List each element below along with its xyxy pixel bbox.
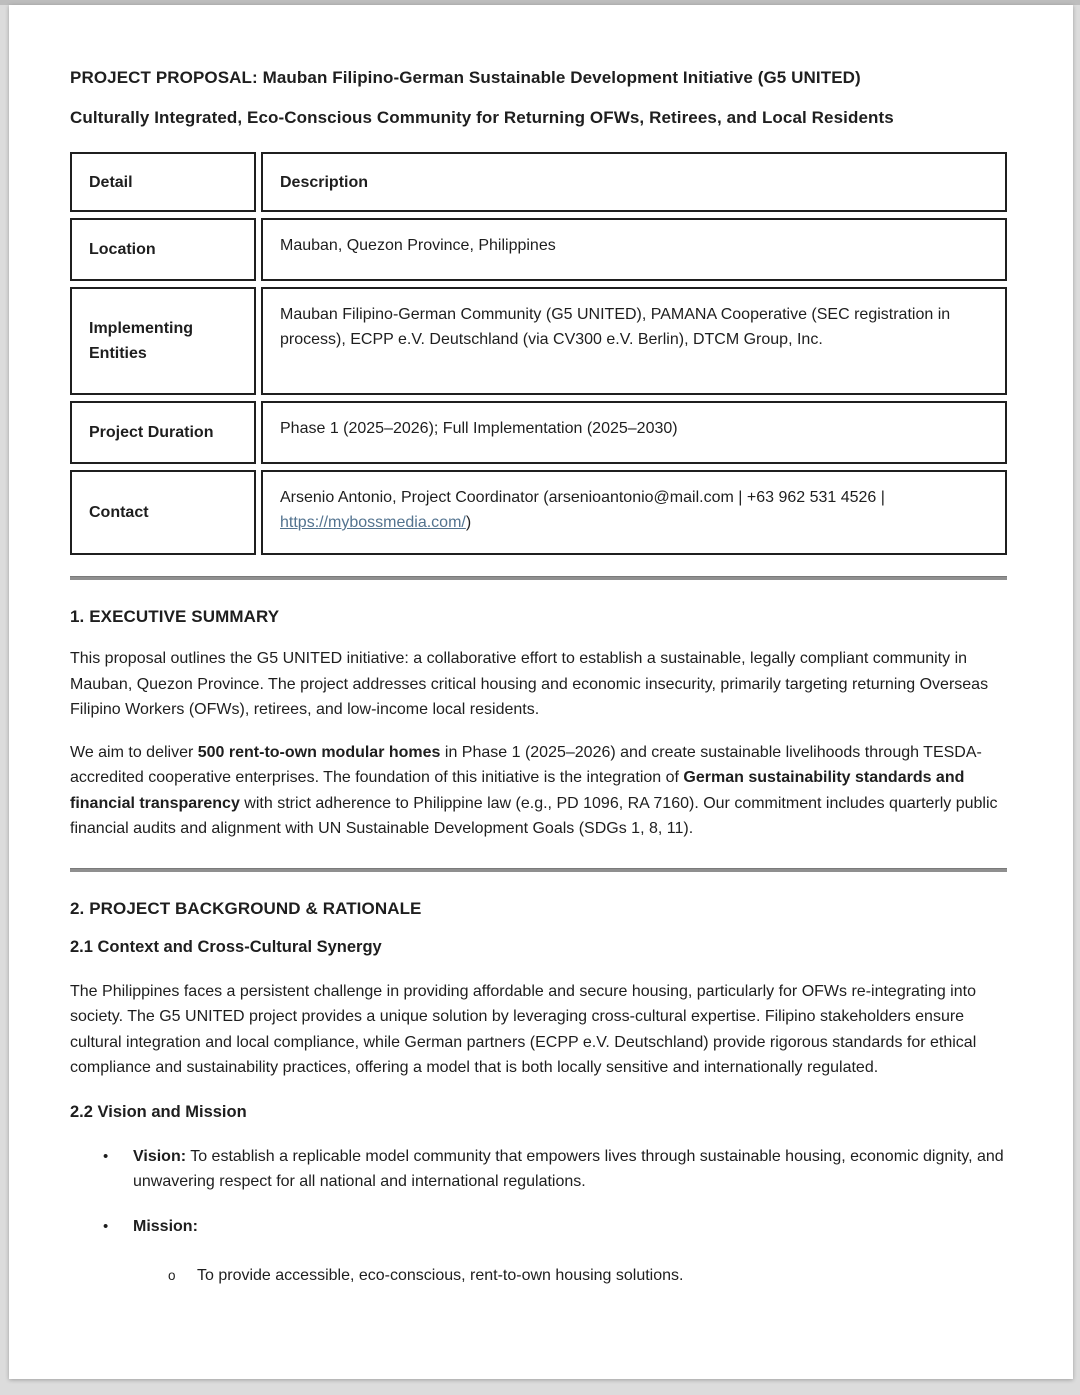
executive-summary-paragraph-1: This proposal outlines the G5 UNITED initiative: a collaborative effort to establish a sustainable, legally compliant community in Mauban, Quezon Province. The project addresses critical housing and economic insecurity, primarily targeting returning Overseas Filipino Workers (OFWs), retirees, and low-income local residents. [70, 650, 989, 718]
vision-mission-heading: 2.2 Vision and Mission [70, 1102, 247, 1121]
vision-bullet-item [70, 1144, 1007, 1195]
contact-text: Arsenio Antonio, Project Coordinator (arsenioantonio@mail.com | +63 962 531 4526 | [280, 489, 885, 506]
vision-label: Vision: [133, 1147, 187, 1165]
paragraph-bold-text: 500 rent-to-own modular homes [197, 743, 441, 761]
paragraph-text: in Phase 1 (2025–2026) and create sustainable livelihoods through TESDA-accredited cooperative enterprises. The foundation of this initiative is the integration of [70, 743, 982, 786]
paragraph-bold-text: German sustainability standards and financial transparency [70, 769, 965, 812]
section-divider-rule [70, 868, 1007, 872]
circle-bullet-icon: o [168, 1268, 176, 1283]
bullet-icon: • [103, 1147, 109, 1165]
section-divider-rule [70, 576, 1007, 580]
document-page [9, 5, 1073, 1379]
table-header-detail: Detail [70, 152, 256, 212]
table-row-implementing-entities-label: Implementing Entities [70, 287, 256, 395]
mission-label: Mission: [133, 1217, 198, 1235]
paragraph-text: We aim to deliver [70, 743, 198, 761]
document-subtitle: Culturally Integrated, Eco-Conscious Community for Returning OFWs, Retirees, and Local Residents [70, 108, 894, 127]
mission-bullet-item [70, 1214, 1007, 1240]
table-row-project-duration-label: Project Duration [70, 401, 256, 464]
table-row-contact-label: Contact [70, 470, 256, 555]
vision-bullet-text [133, 1144, 1007, 1195]
table-row-implementing-entities-value: Mauban Filipino-German Community (G5 UNITED), PAMANA Cooperative (SEC registration in process), ECPP e.V. Deutschland (via CV300 e.V. Berlin), DTCM Group, Inc. [261, 287, 1007, 395]
table-row-contact-value [261, 470, 1007, 555]
mission-sub-bullet-text: To provide accessible, eco-conscious, rent-to-own housing solutions. [197, 1267, 684, 1284]
table-header-description: Description [261, 152, 1007, 212]
context-synergy-heading: 2.1 Context and Cross-Cultural Synergy [70, 937, 382, 956]
vision-text: To establish a replicable model community that empowers lives through sustainable housing, economic dignity, and unwavering respect for all national and international regulations. [133, 1147, 1004, 1190]
bullet-icon: • [103, 1217, 109, 1235]
website-link[interactable]: https://mybossmedia.com/ [280, 514, 466, 531]
executive-summary-paragraph-2 [70, 740, 1007, 842]
executive-summary-heading: 1. EXECUTIVE SUMMARY [70, 607, 280, 626]
document-title: PROJECT PROPOSAL: Mauban Filipino-German Sustainable Development Initiative (G5 UNITED) [70, 68, 861, 87]
table-row-project-duration-value: Phase 1 (2025–2026); Full Implementation (2025–2030) [261, 401, 1007, 464]
background-heading: 2. PROJECT BACKGROUND & RATIONALE [70, 898, 422, 918]
table-row-location-value: Mauban, Quezon Province, Philippines [261, 218, 1007, 281]
paragraph-text: with strict adherence to Philippine law (e.g., PD 1096, RA 7160). Our commitment includes quarterly public financial audits and alignment with UN Sustainable Development Goals (SDGs 1, 8, 11). [70, 794, 998, 837]
table-row-location-label: Location [70, 218, 256, 281]
details-table [70, 152, 1007, 555]
contact-text-close: ) [465, 514, 472, 531]
context-synergy-paragraph: The Philippines faces a persistent challenge in providing affordable and secure housing, particularly for OFWs re-integrating into society. The G5 UNITED project provides a unique solution by leveraging cross-cultural expertise. Filipino stakeholders ensure cultural integration and local compliance, while German partners (ECPP e.V. Deutschland) provide rigorous standards for ethical compliance and sustainability practices, offering a model that is both locally sensitive and internationally regulated. [70, 982, 977, 1076]
mission-sub-bullet-item [70, 1263, 1007, 1289]
